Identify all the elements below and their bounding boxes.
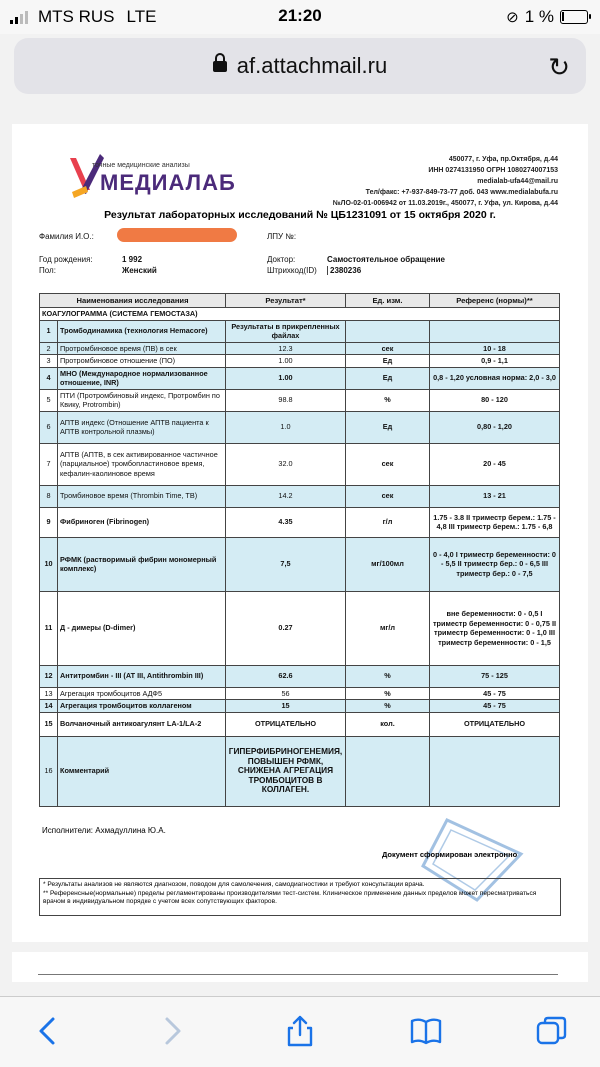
- header-name: Наименования исследования: [40, 294, 226, 308]
- row-name: Тромбодинамика (технология Hemacore): [58, 320, 226, 342]
- clock: 21:20: [278, 6, 322, 25]
- row-ref: 75 - 125: [430, 665, 560, 687]
- row-number: 2: [40, 342, 58, 355]
- row-unit: %: [346, 389, 430, 411]
- row-name: МНО (Международное нормализованное отношение, INR): [58, 367, 226, 389]
- contact-line: №ЛО-02-01-006942 от 11.03.2019г., 450077, г. Уфа, ул. Кирова, д.44: [332, 200, 558, 207]
- row-number: 13: [40, 687, 58, 700]
- lab-contacts: [333, 154, 558, 209]
- lock-icon: [213, 61, 227, 72]
- row-ref: [430, 736, 560, 806]
- row-ref: 13 - 21: [430, 485, 560, 507]
- row-number: 15: [40, 712, 58, 736]
- browser-toolbar: [0, 996, 600, 1067]
- row-unit: кол.: [346, 712, 430, 736]
- row-result: ГИПЕРФИБРИНОГЕНЕМИЯ, ПОВЫШЕН РФМК, СНИЖЕНА АГРЕГАЦИЯ ТРОМБОЦИТОВ В КОЛЛАГЕН.: [226, 736, 346, 806]
- tabs-icon: [535, 1014, 569, 1048]
- doctor-value: Самостоятельное обращение: [327, 255, 445, 264]
- row-ref: вне беременности: 0 - 0,5 I триместр беременности: 0 - 0,75 II триместр беременности: 0 - 1,0 III триместр беременности: 0 - 1,5: [430, 591, 560, 665]
- table-row: [40, 507, 560, 537]
- row-number: 14: [40, 700, 58, 713]
- header-ref: Референс (нормы)**: [430, 294, 560, 308]
- year-value: 1 992: [122, 255, 143, 264]
- network-type: LTE: [126, 7, 157, 26]
- sex-value: Женский: [122, 266, 157, 275]
- row-name: Агрегация тромбоцитов АДФ5: [58, 687, 226, 700]
- book-icon: [409, 1014, 443, 1048]
- row-ref: 0 - 4,0 I триместр беременности: 0 - 5,5 II триместр бер.: 0 - 6,5 III триместр бер.: 0 - 7,5: [430, 537, 560, 591]
- document-page: [12, 124, 588, 942]
- doctor-label: Доктор:: [267, 255, 296, 264]
- row-ref: ОТРИЦАТЕЛЬНО: [430, 712, 560, 736]
- row-name: АПТВ (АПТВ, в сек активированное частичное (парциальное) тромбопластиновое время, кефалин-каолиновое время: [58, 443, 226, 485]
- header-unit: Ед. изм.: [346, 294, 430, 308]
- forward-button[interactable]: [152, 1011, 192, 1051]
- table-row: [40, 342, 560, 355]
- row-result: 56: [226, 687, 346, 700]
- redacted-name: [117, 228, 237, 242]
- table-row: [40, 389, 560, 411]
- tabs-button[interactable]: [532, 1011, 572, 1051]
- row-ref: [430, 320, 560, 342]
- row-ref: 45 - 75: [430, 700, 560, 713]
- fio-label: Фамилия И.О.:: [39, 232, 94, 241]
- doc-formed-line: Документ сформирован электронно: [382, 850, 518, 859]
- status-bar: [0, 0, 600, 34]
- row-unit: сек: [346, 485, 430, 507]
- sex-label: Пол:: [39, 266, 56, 275]
- row-number: 9: [40, 507, 58, 537]
- row-name: Д - димеры (D-dimer): [58, 591, 226, 665]
- row-result: 1.00: [226, 367, 346, 389]
- row-name: Волчаночный антикоагулянт LA-1/LA-2: [58, 712, 226, 736]
- row-unit: мг/л: [346, 591, 430, 665]
- row-result: 98.8: [226, 389, 346, 411]
- row-name: АПТВ индекс (Отношение АПТВ пациента к АПТВ контрольной плазмы): [58, 411, 226, 443]
- row-number: 12: [40, 665, 58, 687]
- lpu-label: ЛПУ №:: [267, 232, 297, 241]
- row-result: Результаты в прикрепленных файлах: [226, 320, 346, 342]
- row-unit: г/л: [346, 507, 430, 537]
- section-title: КОАГУЛОГРАММА (СИСТЕМА ГЕМОСТАЗА): [40, 308, 560, 321]
- battery-percent: 1 %: [524, 7, 554, 26]
- row-number: 5: [40, 389, 58, 411]
- table-row: [40, 485, 560, 507]
- row-unit: сек: [346, 443, 430, 485]
- row-number: 11: [40, 591, 58, 665]
- table-row: [40, 687, 560, 700]
- row-number: 10: [40, 537, 58, 591]
- barcode-label: Штрихкод(ID): [267, 266, 317, 275]
- footnotes-box: [39, 878, 561, 916]
- table-header-row: [40, 294, 560, 308]
- row-unit: сек: [346, 342, 430, 355]
- table-row: [40, 367, 560, 389]
- url-display[interactable]: [14, 53, 586, 79]
- share-button[interactable]: [280, 1011, 320, 1051]
- chevron-left-icon: [31, 1014, 65, 1048]
- row-unit: [346, 736, 430, 806]
- chevron-right-icon: [155, 1014, 189, 1048]
- row-number: 7: [40, 443, 58, 485]
- footnote-1: * Результаты анализов не являются диагнозом, поводом для самолечения, самодиагностики и требуют консультации врача.: [43, 881, 425, 888]
- row-name: ПТИ (Протромбиновый индекс, Протромбин по Квику, Protrombin): [58, 389, 226, 411]
- url-text: af.attachmail.ru: [236, 53, 388, 78]
- table-row: [40, 700, 560, 713]
- row-result: 1.00: [226, 355, 346, 368]
- battery-icon: [560, 10, 588, 24]
- next-page-preview: [12, 952, 588, 982]
- row-ref: 1.75 - 3.8 II триместр берем.: 1.75 - 4,8 III триместр берем.: 1.75 - 6,8: [430, 507, 560, 537]
- row-unit: мг/100мл: [346, 537, 430, 591]
- row-result: 14.2: [226, 485, 346, 507]
- report-title: Результат лабораторных исследований № ЦБ1231091 от 15 октября 2020 г.: [104, 209, 496, 221]
- table-row: [40, 443, 560, 485]
- table-row: [40, 736, 560, 806]
- address-bar[interactable]: [14, 38, 586, 94]
- footnote-2: ** Референсные(нормальные) пределы регламентированы производителями тест-систем. Клиническое применение данных пределов может пересматриваться врачом в индивидуальном порядке с учетом всех сопутствующих факторов.: [43, 889, 537, 905]
- row-number: 8: [40, 485, 58, 507]
- row-ref: 0,8 - 1,20 условная норма: 2,0 - 3,0: [430, 367, 560, 389]
- table-row: [40, 355, 560, 368]
- row-result: 62.6: [226, 665, 346, 687]
- row-unit: Ед: [346, 355, 430, 368]
- row-unit: Ед: [346, 411, 430, 443]
- row-ref: 0,9 - 1,1: [430, 355, 560, 368]
- row-ref: 0,80 - 1,20: [430, 411, 560, 443]
- table-row: [40, 537, 560, 591]
- lab-logo: [62, 148, 236, 204]
- row-name: Агрегация тромбоцитов коллагеном: [58, 700, 226, 713]
- contact-line: ИНН 0274131950 ОГРН 1080274007153: [428, 167, 558, 174]
- table-row: [40, 320, 560, 342]
- row-name: Протромбиновое отношение (ПО): [58, 355, 226, 368]
- row-number: 1: [40, 320, 58, 342]
- year-label: Год рождения:: [39, 255, 93, 264]
- row-number: 4: [40, 367, 58, 389]
- row-name: Антитромбин - III (AT III, Antithrombin III): [58, 665, 226, 687]
- header-result: Результат*: [226, 294, 346, 308]
- row-name: Тромбиновое время (Thrombin Time, TB): [58, 485, 226, 507]
- row-name: Протромбиновое время (ПВ) в сек: [58, 342, 226, 355]
- row-ref: 45 - 75: [430, 687, 560, 700]
- contact-line: medialab-ufa44@mail.ru: [477, 178, 558, 185]
- executor-line: Исполнители: Ахмадуллина Ю.А.: [42, 826, 166, 835]
- reload-icon[interactable]: ↻: [548, 52, 570, 82]
- table-row: [40, 591, 560, 665]
- carrier-name: MTS RUS: [38, 7, 115, 26]
- logo-name: МЕДИАЛАБ: [100, 170, 236, 195]
- row-result: 7,5: [226, 537, 346, 591]
- orientation-lock-icon: ⊘: [506, 9, 519, 26]
- row-unit: [346, 320, 430, 342]
- row-ref: 80 - 120: [430, 389, 560, 411]
- row-result: 4.35: [226, 507, 346, 537]
- logo-tagline: точные медицинские анализы: [92, 162, 190, 169]
- row-unit: %: [346, 665, 430, 687]
- row-ref: 20 - 45: [430, 443, 560, 485]
- share-icon: [283, 1014, 317, 1048]
- row-name: Комментарий: [58, 736, 226, 806]
- status-right: [506, 7, 588, 27]
- table-row: [40, 712, 560, 736]
- row-unit: Ед: [346, 367, 430, 389]
- row-result: 1.0: [226, 411, 346, 443]
- row-number: 6: [40, 411, 58, 443]
- contact-line: 450077, г. Уфа, пр.Октября, д.44: [448, 156, 558, 163]
- table-row: [40, 411, 560, 443]
- results-table: [39, 293, 560, 807]
- page-divider: [38, 974, 558, 975]
- row-result: ОТРИЦАТЕЛЬНО: [226, 712, 346, 736]
- row-result: 12.3: [226, 342, 346, 355]
- row-unit: %: [346, 687, 430, 700]
- row-name: РФМК (растворимый фибрин мономерный комплекс): [58, 537, 226, 591]
- section-row: [40, 308, 560, 321]
- row-name: Фибриноген (Fibrinogen): [58, 507, 226, 537]
- row-result: 0.27: [226, 591, 346, 665]
- row-number: 16: [40, 736, 58, 806]
- row-result: 32.0: [226, 443, 346, 485]
- row-number: 3: [40, 355, 58, 368]
- contact-line: Тел/факс: +7-937-849-73-77 доб. 043 www.medialabufa.ru: [365, 189, 558, 196]
- back-button[interactable]: [28, 1011, 68, 1051]
- row-result: 15: [226, 700, 346, 713]
- row-ref: 10 - 18: [430, 342, 560, 355]
- row-unit: %: [346, 700, 430, 713]
- table-row: [40, 665, 560, 687]
- bookmarks-button[interactable]: [406, 1011, 446, 1051]
- barcode-value: 2380236: [327, 266, 361, 275]
